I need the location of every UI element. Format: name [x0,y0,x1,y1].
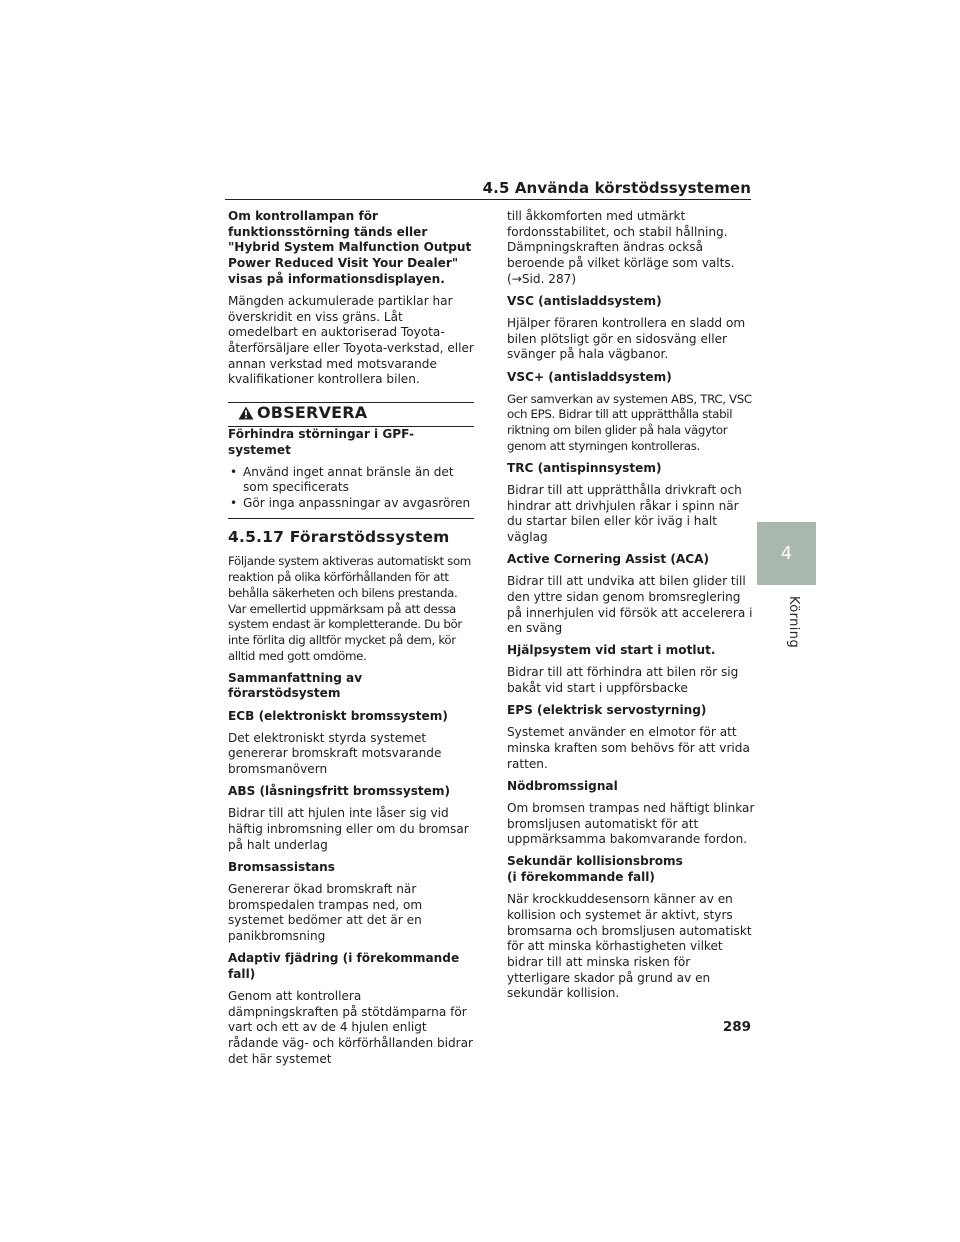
right-column [507,209,755,1009]
brake-assist-heading: Bromsassistans [228,859,335,874]
summary-heading: Sammanfattning av förarstödsystem [228,670,363,701]
section-header-title: 4.5 Använda körstödssystemen [482,179,751,197]
section-intro: Följande system aktiveras automatiskt som reaktion på olika körförhållanden för att behålla säkerheten och bilens prestanda. Var emellertid uppmärksam på att dessa system endast är kompletterande. Du bör inte förlita dig alltför mycket på dem, kör alltid med gott omdöme. [228,554,471,663]
abs-heading: ABS (låsningsfritt bromssystem) [228,784,451,799]
malfunction-heading: Om kontrollampan för funktionsstörning tänds eller "Hybrid System Malfunction Output Power Reduced Visit Your Dealer" visas på informationsdisplayen. [228,209,472,286]
warning-list [228,465,474,512]
hill-start-text: Bidrar till att förhindra att bilen rör sig bakåt vid start i uppförsbacke [507,665,739,696]
aca-text: Bidrar till att undvika att bilen glider till den yttre sidan genom bromsreglering på innerhjulen vid försök att accelerera i en sväng [507,574,753,636]
abs-text: Bidrar till att hjulen inte låser sig vid häftig inbromsning eller om du bromsar på halt underlag [228,806,469,852]
warning-title: Förhindra störningar i GPF-systemet [228,426,415,457]
trc-text: Bidrar till att upprätthålla drivkraft och hindrar att drivhjulen råkar i spinn när du startar bilen eller kör iväg i halt väglag [507,482,742,544]
suspension-continuation-text: till åkkomforten med utmärkt fordonsstabilitet, och stabil hållning. Dämpningskraften ändras också beroende på vilket körläge som valts. (→Sid. 287) [507,209,735,286]
warning-label: OBSERVERA [257,403,368,423]
eps-text: Systemet använder en elmotor för att minska kraften som behövs för att vrida ratten. [507,725,750,771]
secondary-collision-text: När krockkuddesensorn känner av en kollision och systemet är aktivt, styrs bromsarna och bromsljusen automatiskt för att minska körhastigheten vilket bidrar till att minska risken för ytterligare skador på grund av en sekundär kollision. [507,892,752,1001]
warning-box [228,402,474,519]
warning-header [228,403,474,427]
trc-heading: TRC (antispinnsystem) [507,460,662,475]
emergency-brake-signal-text: Om bromsen trampas ned häftigt blinkar bromsljusen automatiskt för att uppmärksamma bakomvarande fordon. [507,800,755,847]
chapter-number: 4 [780,543,793,564]
vsc-heading: VSC (antisladdsystem) [507,293,662,308]
warning-list-item: • Använd inget annat bränsle än det som specificerats [228,465,474,496]
warning-triangle-icon [238,406,254,420]
left-column [228,209,474,1074]
eps-heading: EPS (elektrisk servostyrning) [507,703,707,718]
malfunction-text: Mängden ackumulerade partiklar har överskridit en viss gräns. Låt omedelbart en auktoriserad Toyota-återförsäljare eller Toyota-verkstad, eller annan verkstad med motsvarande kvalifikationer kontrollera bilen. [228,293,474,387]
section-title: 4.5.17 Förarstödssystem [228,527,450,546]
warning-list-item: • Gör inga anpassningar av avgasrören [228,496,474,512]
vsc-plus-text: Ger samverkan av systemen ABS, TRC, VSC och EPS. Bidrar till att upprätthålla stabil riktning om bilen glider på hala vägytor genom att styrningen kontrolleras. [507,391,752,453]
page-number: 289 [722,1019,751,1035]
vsc-text: Hjälper föraren kontrollera en sladd om bilen plötsligt gör en sidosväng eller svänger på hala vägbanor. [507,316,746,362]
secondary-collision-heading-note: (i förekommande fall) [507,870,655,885]
header-rule [225,199,751,200]
hill-start-heading: Hjälpsystem vid start i motlut. [507,643,716,658]
brake-assist-text: Genererar ökad bromskraft när bromspedalen trampas ned, om systemet bedömer att det är en panikbromsning [228,881,423,943]
adaptive-suspension-text: Genom att kontrollera dämpningskraften på stötdämparna för vart och ett av de 4 hjulen enligt rådande väg- och körförhållanden bidrar det här systemet [228,988,474,1066]
aca-heading: Active Cornering Assist (ACA) [507,552,710,567]
vsc-plus-heading: VSC+ (antisladdsystem) [507,369,672,384]
ecb-heading: ECB (elektroniskt bromssystem) [228,708,448,723]
secondary-collision-heading: Sekundär kollisionsbroms [507,854,683,869]
ecb-text: Det elektroniskt styrda systemet genererar bromskraft motsvarande bromsmanövern [228,730,442,777]
emergency-brake-signal-heading: Nödbromssignal [507,778,618,793]
chapter-label: Körning [786,596,801,649]
adaptive-suspension-heading: Adaptiv fjädring (i förekommande fall) [228,951,460,981]
